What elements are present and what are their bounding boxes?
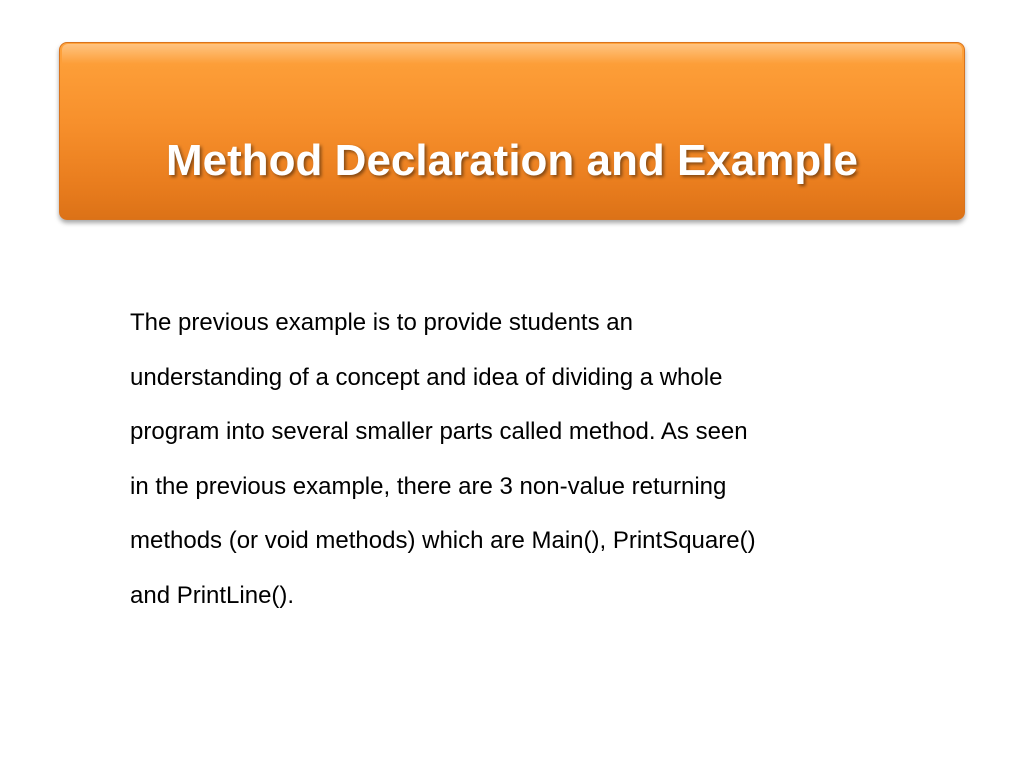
body-line-1: The previous example is to provide students an [130,309,633,336]
slide-body [130,296,930,624]
body-line-4: in the previous example, there are 3 non-value returning [130,472,727,500]
body-line-2: understanding of a concept and idea of dividing a whole [130,363,723,391]
body-line-3: program into several smaller parts called method. As seen [130,418,748,446]
body-line-5: methods (or void methods) which are Main(), PrintSquare() [130,527,756,555]
body-line-6: and PrintLine(). [130,581,295,609]
slide-title: Method Declaration and Example [166,136,858,186]
title-banner [59,42,965,220]
